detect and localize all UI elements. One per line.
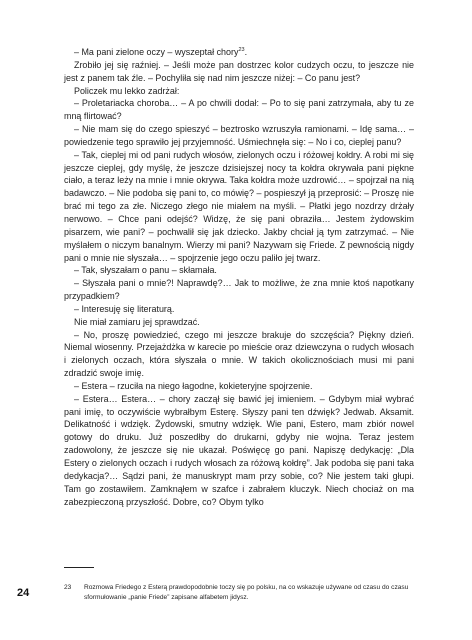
- footnote: [64, 583, 414, 603]
- paragraph: – Tak, cieplej mi od pani rudych włosów, zielonych oczu i różowej kołdry. A robi mi się jeszcze cieplej, gdy myślę, że jeszcze dzisiejszej nocy ta kołdra okrywała pani piękne ciało, a teraz leży na mnie i mnie okrywa. Taka kołdra może uzdrowić… – spojrzał na nią badawczo. – Nie podoba się pani to, co mówię? – pospieszył ją przeprosić: – Proszę nie brać mi tego za złe. Niczego złego nie miałem na myśli. – Płatki jego nozdrzy drżały nerwowo. – Chce pani odejść? Widzę, że się pani obraziła… Jestem żydowskim pisarzem, wie pani? – pochwalił się jak dziecko. Jakby chciał ją tym zatrzymać. – Nie myślałem o niczym banalnym. Wierzy mi pani? Nazywam się Friede. Z pewnością nigdy pani o mnie nie słyszała… – spojrzenie jego oczu paliło jej twarz.: [64, 149, 414, 263]
- paragraph-text-end: .: [244, 47, 248, 57]
- paragraph: [64, 46, 414, 59]
- paragraph: – Nie mam się do czego spieszyć – beztrosko wzruszyła ramionami. – Idę sama… – powiedzenie tego sprawiło jej przyjemność. Uśmiechnęła się: – No i co, cieplej panu?: [64, 124, 414, 147]
- page-number: 24: [17, 587, 30, 599]
- paragraph: – No, proszę powiedzieć, czego mi jeszcze brakuje do szczęścia? Piękny dzień. Niemal wiosenny. Przejażdżka w karecie po mieście oraz dziewczyna o rudych włosach i zielonych oczach, która słyszała o mnie. W takich okolicznościach musi mi pani zdradzić swoje imię.: [64, 329, 414, 379]
- paragraph: – Słyszała pani o mnie?! Naprawdę?… Jak to możliwe, że zna mnie ktoś napotkany przypadkiem?: [64, 278, 414, 302]
- footnote-number: 23: [64, 584, 72, 591]
- paragraph: – Estera… Estera… – chory zaczął się bawić jej imieniem. – Gdybym miał wybrać pani imię, to oczywiście wybrałbym Esterę. Słyszy pani ten dźwięk? Jedwab. Aksamit. Delikatność i wdzięk. Żydowski, smutny wdzięk. Wie pani, Estero, mam zbiór nowel gotowy do druku. Już poszedłby do drukarni, gdyby nie wojna. Teraz jestem zadowolony, że jeszcze się nie ukazał. Poświęcę go pani. Napiszę dedykację: „Dla Estery o zielonych oczach i rudych włosach za różową kołdrę”. Jak podoba się pani taka dedykacja?… Sądzi pani, że manuskrypt mam przy sobie, co? Nie jestem taki głupi. Tam go zostawiłem. Zamknąłem w szafce i zabrałem kluczyk. Niech chociaż on ma zabezpieczoną przyszłość. Dobre, co? Obym tylko: [64, 393, 414, 507]
- paragraph: Policzek mu lekko zadrżał:: [74, 85, 180, 96]
- footnote-reference: 23: [238, 47, 245, 54]
- paragraph: – Interesuję się literaturą.: [74, 303, 175, 314]
- footnote-text: Rozmowa Friedego z Esterą prawdopodobnie toczy się po polsku, na co wskazuje używane od czasu do czasu sformułowanie „panie Friede” zapisane alfabetem jidysz.: [84, 584, 409, 601]
- paragraph: Zrobiło jej się raźniej. – Jeśli może pan dostrzec kolor cudzych oczu, to jeszcze nie jest z panem tak źle. – Pochyliła się nad nim jeszcze niżej: – Co panu jest?: [64, 59, 414, 83]
- footnote-divider: [64, 567, 94, 568]
- body-text: [64, 46, 414, 508]
- paragraph: – Estera – rzuciła na niego łagodne, kokieteryjne spojrzenie.: [74, 380, 313, 391]
- paragraph: – Proletariacka choroba… – A po chwili dodał: – Po to się pani zatrzymała, aby tu ze mną flirtować?: [64, 98, 414, 122]
- paragraph: Nie miał zamiaru jej sprawdzać.: [74, 316, 200, 327]
- paragraph-text: – Ma pani zielone oczy – wyszeptał chory: [74, 47, 239, 57]
- paragraph: – Tak, słyszałam o panu – skłamała.: [74, 265, 217, 276]
